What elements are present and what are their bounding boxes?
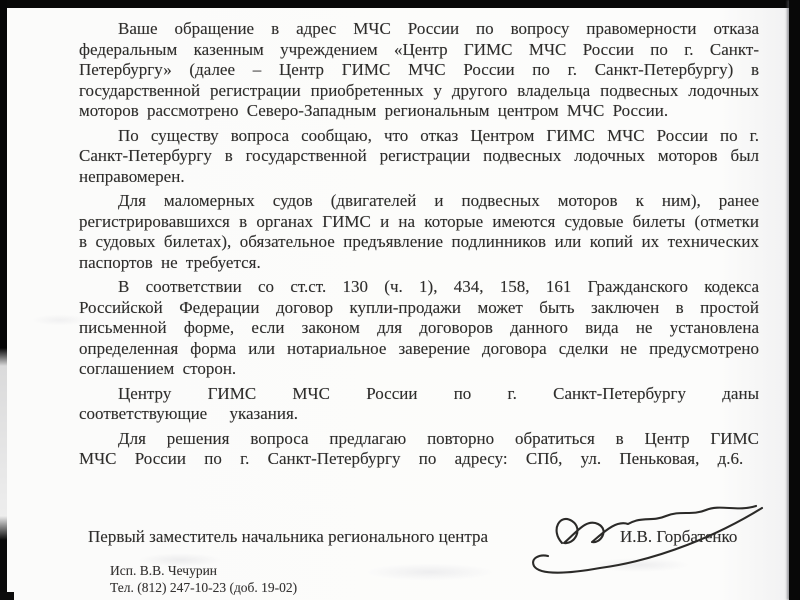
- phone-line: Тел. (812) 247-10-23 (доб. 19-02): [110, 579, 298, 595]
- executor-line: Исп. В.В. Чечурин: [110, 563, 218, 578]
- scan-edge-top: [0, 0, 800, 8]
- body-paragraph: В соответствии со ст.ст. 130 (ч. 1), 434, 158, 161 Гражданского кодекса Российской Федерации договор купли-продажи может быть заключен в простой письменной форме, если законом для договоров данного вида не установлена определенная форма или нотариальное заверение договора сделки не предусмотрено соглашением сторон.: [79, 277, 759, 378]
- signer-name: И.В. Горбатенко: [620, 527, 738, 546]
- body-paragraph: По существу вопроса сообщаю, что отказ Центром ГИМС МЧС России по г. Санкт-Петербургу в государственной регистрации подвесных лодочных моторов был неправомерен.: [79, 125, 759, 186]
- letter-body: [79, 19, 759, 474]
- body-paragraph: Ваше обращение в адрес МЧС России по вопросу правомерности отказа федеральным казенным учреждением «Центр ГИМС МЧС России по г. Санкт-Петербургу» (далее – Центр ГИМС МЧС России по г. Санкт-Петербургу) в государственной регистрации приобретенных у другого владельца подвесных лодочных моторов рассмотрено Северо-Западным региональным центром МЧС России.: [79, 19, 759, 120]
- body-paragraph: Для решения вопроса предлагаю повторно обратиться в Центр ГИМС МЧС России по г. Санкт-Петербургу по адресу: СПб, ул. Пеньковая, д.6.: [79, 428, 759, 468]
- body-paragraph: Для маломерных судов (двигателей и подвесных моторов к ним), ранее регистрировавшихся в органах ГИМС и на которые имеются судовые билеты (отметки в судовых билетах), обязательное предъявление подлинников или копий их технических паспортов не требуется.: [79, 191, 759, 272]
- scan-edge-right: [789, 0, 800, 600]
- signature-title: Первый заместитель начальника регионального центра: [88, 527, 489, 546]
- scan-corner-mark: [0, 592, 14, 600]
- body-paragraph: Центру ГИМС МЧС России по г. Санкт-Петербургу даны соответствующие указания.: [79, 383, 759, 423]
- letter-footer: [110, 563, 297, 596]
- scan-edge-left: [0, 0, 7, 600]
